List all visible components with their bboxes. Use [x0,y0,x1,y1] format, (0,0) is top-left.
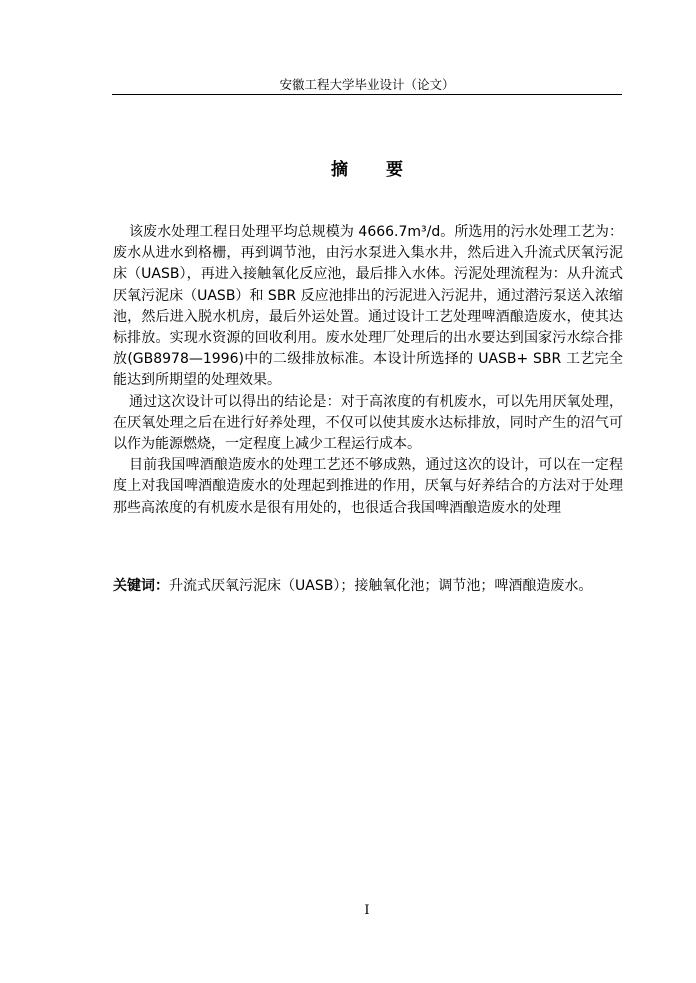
abstract-body [113,222,623,519]
abstract-paragraph-1: 该废水处理工程日处理平均总规模为 4666.7m³/d。所选用的污水处理工艺为：废水从进水到格栅，再到调节池，由污水泵进入集水井，然后进入升流式厌氧污泥床（UASB），再进入接触氧化反应池，最后排入水体。污泥处理流程为：从升流式厌氧污泥床（UASB）和 SBR 反应池排出的污泥进入污泥井，通过潜污泵送入浓缩池，然后进入脱水机房，最后外运处置。通过设计工艺处理啤酒酿造废水，使其达标排放。实现水资源的回收利用。废水处理厂处理后的出水要达到国家污水综合排放(GB8978—1996)中的二级排放标准。本设计所选择的 UASB+ SBR 工艺完全能达到所期望的处理效果。 [113,224,623,389]
keywords-text: 升流式厌氧污泥床（UASB）；接触氧化池；调节池；啤酒酿造废水。 [169,578,593,594]
abstract-title: 摘要 [331,160,441,180]
keywords-label: 关键词： [113,578,169,594]
header-divider [112,94,622,95]
running-header: 安徽工程大学毕业设计（论文） [279,77,455,92]
keywords-block [113,576,623,597]
page-number: I [364,903,370,918]
abstract-paragraph-2: 通过这次设计可以得出的结论是：对于高浓度的有机废水，可以先用厌氧处理，在厌氧处理之后在进行好养处理，不仅可以使其废水达标排放，同时产生的沼气可以作为能源燃烧，一定程度上减少工程运行成本。 [113,393,623,453]
abstract-paragraph-3: 目前我国啤酒酿造废水的处理工艺还不够成熟，通过这次的设计，可以在一定程度上对我国啤酒酿造废水的处理起到推进的作用，厌氧与好养结合的方法对于处理那些高浓度的有机废水是很有用处的，也很适合我国啤酒酿造废水的处理 [113,457,623,516]
